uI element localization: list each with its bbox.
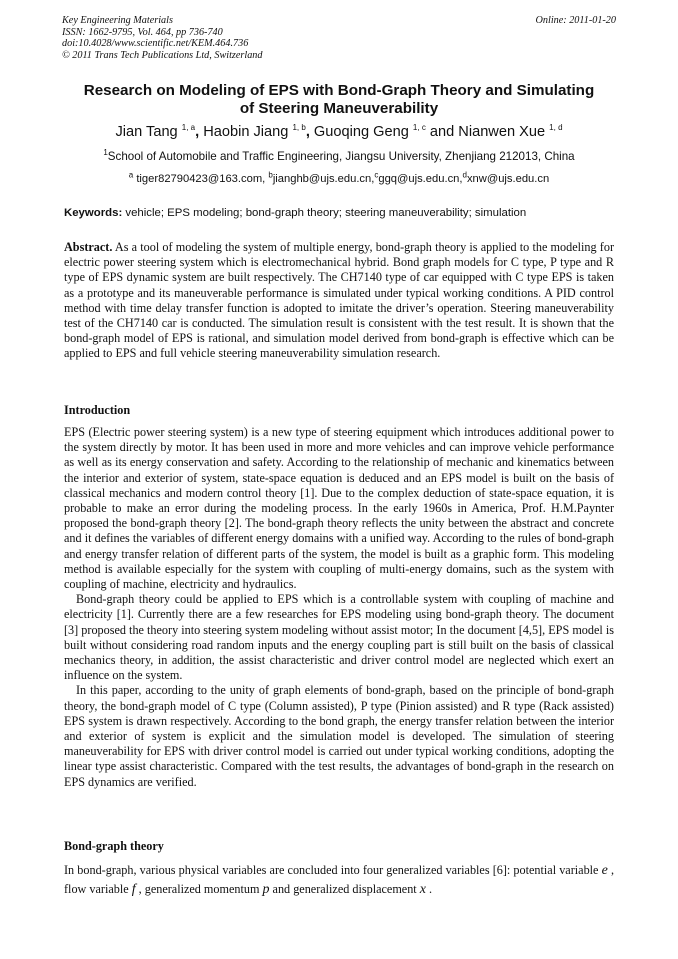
text-run: In bond-graph, various physical variables are concluded into four generalized variables [6]: potential variable	[64, 863, 602, 877]
author-name: Guoqing Geng	[313, 124, 409, 140]
math-variable: e	[601, 863, 608, 878]
email-sup: b	[268, 170, 273, 180]
section-heading-introduction: Introduction	[64, 403, 131, 417]
email-link[interactable]: xnw@ujs.edu.cn	[466, 173, 550, 185]
author-sup: 1, d	[549, 123, 563, 133]
author-sup: 1, c	[412, 123, 426, 133]
paper-title	[62, 82, 616, 118]
text-run: and generalized displacement	[269, 882, 420, 896]
math-variable: f	[131, 882, 136, 897]
author-separator: and	[425, 124, 459, 140]
affiliation-sup: 1	[103, 148, 108, 158]
author-emails: $^a$ tiger82790423@163.com, $^b$jianghb@ujs.edu.cn,$^c$ggq@ujs.edu.cn,$^d$xnw@ujs.edu.cn	[128, 170, 550, 185]
author-name: Jian Tang	[115, 124, 178, 140]
email-link[interactable]: tiger82790423@163.com	[136, 173, 263, 185]
author-sup: 1, b	[292, 123, 306, 133]
affiliation	[62, 150, 616, 164]
math-variable: x	[419, 882, 426, 897]
title-line-2: of Steering Maneuverability	[239, 100, 439, 117]
email-sup: c	[374, 170, 379, 180]
journal-header	[62, 15, 616, 61]
online-date: Online: 2011-01-20	[535, 15, 616, 26]
paragraph: EPS (Electric power steering system) is a new type of steering equipment which introduces additional power to the system directly by motor. It has been used in more and more vehicles and can improve vehicle performance as well as its energy conservation and safety. According to the relationship of mechanic and kinematics between the interior and exterior of system, state-space equation is deduced and an EPS model is built on the basis of classical mechanics and modern control theory [1]. Due to the complex deduction of state-space equation, it is probable to make an error during the modeling process. In the early 1960s in America, Prof. H.M.Paynter proposed the bond-graph theory [2]. The bond-graph theory reflects the unity between the abstract and concrete and it defines the variables of different energy domains with a unified way. According to the rules of bond-graph and energy transfer relation of different parts of the system, the model is built as a graphic form. This modeling method is available especially for the system with coupling of multi-energy domains, such as the system with coupling of machine, electricity and hydraulics.	[64, 425, 614, 592]
author-sup: 1, a	[181, 123, 196, 133]
email-sup: a	[128, 170, 134, 180]
doi: doi:10.4028/www.scientific.net/KEM.464.736	[62, 38, 249, 50]
journal-name: Key Engineering Materials	[62, 15, 173, 26]
author-name: Nianwen Xue	[458, 124, 546, 140]
author-list	[62, 123, 616, 141]
email-link[interactable]: jianghb@ujs.edu.cn	[272, 173, 372, 185]
title-line-1: Research on Modeling of EPS with Bond-Graph Theory and Simulating	[83, 82, 595, 99]
author-separator: ,	[305, 124, 314, 140]
issn: ISSN: 1662-9795, Vol. 464, pp 736-740	[62, 26, 223, 38]
abstract-label: Abstract.	[64, 240, 113, 254]
bond-graph-body	[64, 861, 614, 899]
text-run: , generalized momentum	[135, 882, 263, 896]
author-separator: ,	[195, 124, 204, 140]
abstract-text: As a tool of modeling the system of multiple energy, bond-graph theory is applied to the modeling for electric power steering system which is electromechanical hybrid. Bond graph models for C type, P type and R type of EPS dynamic system are built respectively. The CH7140 type of car equipped with C type EPS is taken as a prototype and its maneuverable performance is simulated under typical working conditions. A PID control method with time delay transfer function is adopted to imitate the driver’s operation. Steering maneuverability test of the CH7140 car is conducted. The simulation result is consistent with the test result. It is shown that the bond-graph model of EPS is rational, and simulation model derived from bond-graph is effective which can be applied to EPS and full vehicle steering maneuverability simulation research.	[64, 240, 614, 361]
paragraph: In this paper, according to the unity of graph elements of bond-graph, based on the principle of bond-graph theory, the bond-graph model of C type (Column assisted), P type (Pinion assisted) and R type (Rack assisted) EPS system is drawn respectively. According to the bond graph, the energy transfer relation between the interior and exterior of system is explicit and the simulation model is developed. The simulation of steering maneuverability for EPS with driver control model is carried out under typical working conditions, adopting the linear type assist characteristic. Compared with the test results, the advantages of bond-graph in the research on EPS dynamics are verified.	[64, 683, 614, 789]
keywords-label: Keywords:	[64, 207, 123, 219]
introduction-body	[64, 425, 614, 790]
text-run: .	[425, 882, 433, 896]
keywords	[64, 206, 616, 220]
email-link[interactable]: ggq@ujs.edu.cn	[378, 173, 460, 185]
copyright: © 2011 Trans Tech Publications Ltd, Switzerland	[62, 49, 263, 61]
affiliation-text: School of Automobile and Traffic Engineering, Jiangsu University, Zhenjiang 212013, China	[107, 150, 575, 163]
section-heading-bond-graph: Bond-graph theory	[64, 839, 164, 853]
math-variable: p	[262, 882, 270, 897]
email-sup: d	[462, 170, 467, 180]
text-run: , flow variable	[64, 863, 614, 896]
abstract	[64, 240, 614, 362]
author-name: Haobin Jiang	[203, 124, 289, 140]
keywords-text: vehicle; EPS modeling; bond-graph theory; steering maneuverability; simulation	[122, 207, 527, 219]
paragraph: Bond-graph theory could be applied to EPS which is a controllable system with coupling of machine and electricity [1]. Currently there are a few researches for EPS modeling using bond-graph theory. The document [3] proposed the theory into steering system modeling without assist motor; In the document [4,5], EPS model is built without considering road random inputs and the energy coupling part is still built on the basis of classical mechanics theory, in addition, the assist characteristic and driver control model are neglected which exert an influence on the system.	[64, 592, 614, 683]
